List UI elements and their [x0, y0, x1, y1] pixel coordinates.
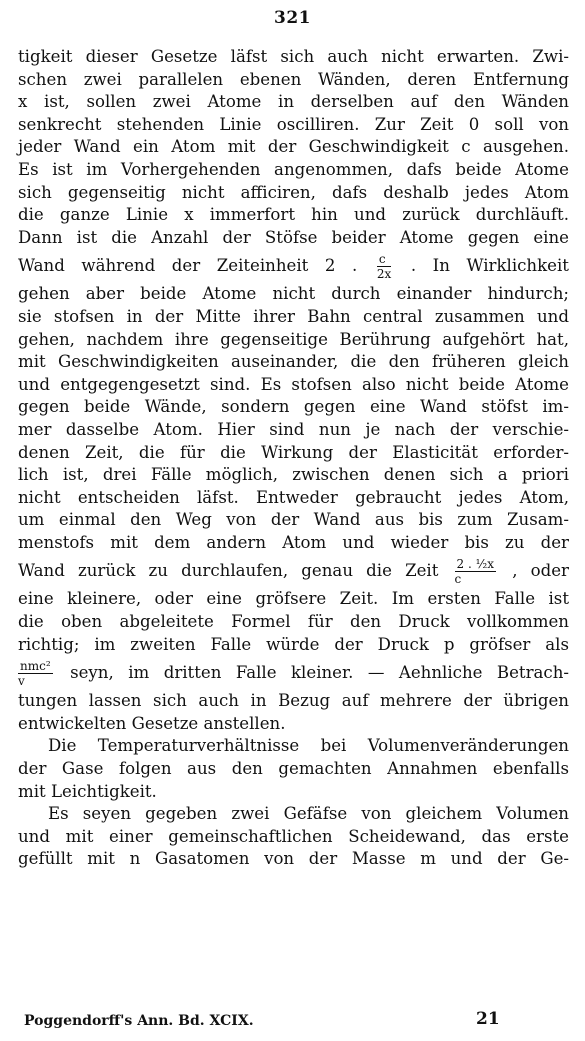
text-line: entwickelten Gesetze anstellen. [18, 713, 286, 733]
text-line: der Gase folgen aus den gemachten Annahmen ebenfalls [18, 759, 569, 779]
signature-mark: 21 [476, 1009, 500, 1029]
fraction-numerator: nmc² [20, 659, 51, 674]
text-line: x ist, sollen zwei Atome in derselben auf den Wänden [18, 92, 569, 112]
text-fragment: , oder [512, 561, 569, 581]
text-line: Es seyen gegeben zwei Gefäfse von gleichem Volumen [48, 804, 569, 824]
text-line: die ganze Linie x immerfort hin und zurück durchläuft. [18, 205, 569, 225]
text-line: denen Zeit, die für die Wirkung der Elasticität erforder- [18, 442, 569, 462]
fraction-numerator: 2 . ½x [456, 557, 495, 572]
fraction-denominator: v [18, 674, 25, 689]
fraction-nmc2-over-v [18, 660, 53, 687]
text-line: gehen aber beide Atome nicht durch einander hindurch; [18, 284, 569, 304]
footer-citation: Poggendorff's Ann. Bd. XCIX. [24, 1013, 254, 1029]
text-line: mer dasselbe Atom. Hier sind nun je nach der verschie- [18, 419, 569, 439]
text-line: lich ist, drei Fälle möglich, zwischen denen sich a priori [18, 465, 569, 485]
text-line: jeder Wand ein Atom mit der Geschwindigkeit c ausgehen. [18, 137, 569, 157]
page-footer [24, 1009, 564, 1029]
body-text [18, 46, 569, 871]
text-line: um einmal den Weg von der Wand aus bis zum Zusam- [18, 510, 569, 530]
text-line: mit Leichtigkeit. [18, 781, 157, 801]
text-line: und mit einer gemeinschaftlichen Scheidewand, das erste [18, 826, 569, 846]
text-line: menstofs mit dem andern Atom und wieder bis zu der [18, 532, 569, 552]
text-line: sich gegenseitig nicht afficiren, dafs deshalb jedes Atom [18, 182, 569, 202]
fraction-numerator: c [377, 253, 391, 267]
text-line: tungen lassen sich auch in Bezug auf mehrere der übrigen [18, 691, 569, 711]
text-line: eine kleinere, oder eine gröfsere Zeit. Im ersten Falle ist [18, 589, 569, 609]
text-line: gefüllt mit n Gasatomen von der Masse m und der Ge- [18, 849, 569, 869]
formula-line [18, 554, 569, 588]
text-line: nicht entscheiden läfst. Entweder gebraucht jedes Atom, [18, 487, 569, 507]
text-line: gehen, nachdem ihre gegenseitige Berührung aufgehört hat, [18, 329, 569, 349]
text-line: die oben abgeleitete Formel für den Druck vollkommen [18, 612, 569, 632]
text-line: Dann ist die Anzahl der Stöfse beider Atome gegen eine [18, 227, 569, 247]
formula-line [18, 656, 569, 690]
text-line: richtig; im zweiten Falle würde der Druck p gröfser als [18, 634, 569, 654]
text-fragment: . In Wirklichkeit [410, 256, 569, 276]
text-fragment: Wand während der Zeiteinheit 2 . [18, 256, 358, 276]
text-line: schen zwei parallelen ebenen Wänden, deren Entfernung [18, 69, 569, 89]
text-line: Die Temperaturverhältnisse bei Volumenveränderungen [48, 736, 569, 756]
text-fragment: seyn, im dritten Falle kleiner. — Aehnliche Betrach- [70, 663, 570, 683]
formula-line [18, 249, 569, 283]
text-fragment: Wand zurück zu durchlaufen, genau die Zeit [18, 561, 439, 581]
text-line: gegen beide Wände, sondern gegen eine Wand stöfst im- [18, 397, 569, 417]
text-line: sie stofsen in der Mitte ihrer Bahn central zusammen und [18, 306, 569, 326]
text-line: mit Geschwindigkeiten auseinander, die den früheren gleich [18, 352, 569, 372]
fraction-c-over-2x [377, 253, 391, 280]
text-line: und entgegengesetzt sind. Es stofsen also nicht beide Atome [18, 374, 569, 394]
text-line: tigkeit dieser Gesetze läfst sich auch nicht erwarten. Zwi- [18, 47, 569, 66]
page-number: 321 [274, 8, 311, 28]
text-line: senkrecht stehenden Linie oscilliren. Zur Zeit 0 soll von [18, 114, 569, 134]
fraction-time [455, 558, 496, 585]
text-line: Es ist im Vorhergehenden angenommen, dafs beide Atome [18, 159, 569, 179]
fraction-denominator: 2x [376, 267, 392, 282]
fraction-denominator: c [454, 572, 462, 587]
